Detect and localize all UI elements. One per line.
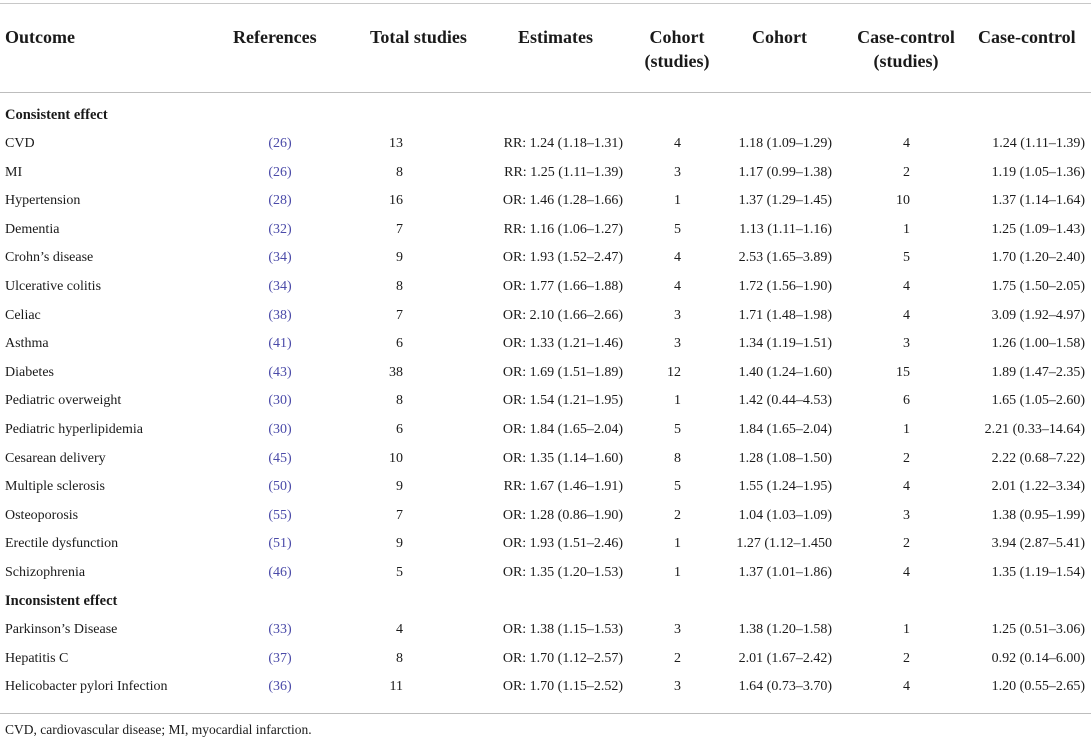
cell-case-control: 2.01 (1.22–3.34)	[991, 479, 1085, 495]
cell-case-control: 1.24 (1.11–1.39)	[992, 136, 1085, 151]
cell-reference	[250, 279, 310, 295]
cell-cohort: 1.27 (1.12–1.450	[736, 536, 832, 552]
cell-outcome: Erectile dysfunction	[5, 536, 119, 552]
reference-open-paren: (	[268, 307, 273, 323]
cell-cc-studies: 2	[903, 536, 910, 552]
cell-estimate: OR: 1.84 (1.65–2.04)	[502, 422, 623, 437]
reference-open-paren: (	[268, 164, 273, 180]
cell-estimate: OR: 1.35 (1.14–1.60)	[502, 450, 623, 466]
reference-open-paren: (	[268, 479, 273, 495]
cell-outcome: Cesarean delivery	[5, 450, 106, 466]
cell-reference	[250, 250, 310, 266]
cell-cohort-studies: 4	[674, 250, 681, 266]
header-case-control: Case-control	[978, 27, 1076, 47]
reference-close-paren: )	[287, 536, 292, 552]
cell-cohort: 1.04 (1.03–1.09)	[738, 507, 832, 523]
reference-open-paren: (	[268, 679, 273, 695]
cell-cohort-studies: 4	[674, 279, 681, 294]
reference-open-paren: (	[268, 422, 273, 437]
reference-link[interactable]: 43	[273, 364, 287, 380]
cell-outcome: CVD	[5, 136, 35, 151]
reference-link[interactable]: 32	[273, 221, 287, 237]
cell-reference	[250, 679, 310, 695]
table-row	[0, 365, 1091, 393]
cell-cohort-studies: 1	[674, 193, 681, 209]
cell-cc-studies: 1	[903, 422, 910, 437]
table-row	[0, 193, 1091, 221]
table-row	[0, 479, 1091, 507]
cell-total-studies: 6	[396, 422, 403, 437]
cell-cohort: 1.37 (1.29–1.45)	[738, 193, 832, 209]
reference-open-paren: (	[268, 279, 273, 294]
reference-open-paren: (	[268, 650, 273, 666]
table-footnote: CVD, cardiovascular disease; MI, myocardial infarction.	[5, 722, 312, 737]
cell-reference	[250, 508, 310, 524]
reference-link[interactable]: 34	[273, 250, 287, 266]
cell-total-studies: 10	[389, 450, 403, 466]
table-row	[0, 222, 1091, 250]
reference-close-paren: )	[287, 221, 292, 237]
cell-estimate: OR: 1.77 (1.66–1.88)	[502, 279, 623, 294]
section-title: Consistent effect	[5, 107, 108, 123]
table-row	[0, 422, 1091, 450]
cell-cc-studies: 4	[903, 565, 910, 580]
reference-link[interactable]: 26	[273, 164, 287, 180]
table-row	[0, 508, 1091, 536]
header-case-control-studies	[850, 25, 962, 73]
cell-cohort: 1.17 (0.99–1.38)	[738, 164, 832, 180]
cell-total-studies: 16	[389, 193, 403, 209]
cell-cohort: 1.40 (1.24–1.60)	[738, 364, 832, 380]
cell-case-control: 1.70 (1.20–2.40)	[991, 250, 1085, 266]
cell-cohort-studies: 3	[674, 622, 681, 638]
cell-total-studies: 9	[396, 250, 403, 266]
cell-total-studies: 9	[396, 479, 403, 495]
cell-case-control: 2.22 (0.68–7.22)	[991, 450, 1085, 466]
reference-open-paren: (	[268, 622, 273, 638]
reference-open-paren: (	[268, 336, 273, 352]
cell-reference	[250, 565, 310, 581]
reference-close-paren: )	[287, 193, 292, 209]
cell-outcome: MI	[5, 164, 23, 180]
reference-open-paren: (	[268, 507, 273, 523]
reference-close-paren: )	[287, 479, 292, 495]
cell-cohort-studies: 1	[674, 565, 681, 580]
cell-reference	[250, 308, 310, 324]
cell-cohort-studies: 1	[674, 536, 681, 552]
cell-case-control: 1.25 (1.09–1.43)	[991, 221, 1085, 237]
cell-case-control: 3.09 (1.92–4.97)	[991, 307, 1085, 323]
reference-link[interactable]: 33	[273, 622, 287, 638]
cell-estimate: RR: 1.25 (1.11–1.39)	[504, 164, 623, 180]
reference-link[interactable]: 55	[273, 507, 287, 523]
cell-cc-studies: 6	[903, 393, 910, 409]
cell-cc-studies: 4	[903, 479, 910, 495]
cell-reference	[250, 336, 310, 352]
reference-link[interactable]: 46	[273, 565, 287, 580]
cell-estimate: OR: 1.33 (1.21–1.46)	[502, 336, 623, 352]
reference-close-paren: )	[287, 422, 292, 437]
cell-cohort: 1.37 (1.01–1.86)	[738, 565, 832, 580]
table-row	[0, 279, 1091, 307]
cell-cohort-studies: 12	[667, 364, 681, 380]
cell-outcome: Crohn’s disease	[5, 250, 94, 266]
cell-reference	[250, 136, 310, 152]
cell-cc-studies: 4	[903, 279, 910, 294]
cell-reference	[250, 422, 310, 438]
reference-link[interactable]: 30	[273, 393, 287, 409]
cell-outcome: Hepatitis C	[5, 650, 69, 666]
cell-reference	[250, 651, 310, 667]
cell-estimate: OR: 1.93 (1.52–2.47)	[502, 250, 623, 266]
reference-close-paren: )	[287, 507, 292, 523]
table-row	[0, 622, 1091, 650]
table-row	[0, 308, 1091, 336]
reference-close-paren: )	[287, 393, 292, 409]
cell-cc-studies: 5	[903, 250, 910, 266]
cell-total-studies: 13	[389, 136, 403, 151]
cell-outcome: Osteoporosis	[5, 507, 79, 523]
table-row	[0, 250, 1091, 278]
reference-open-paren: (	[268, 536, 273, 552]
cell-cc-studies: 1	[903, 622, 910, 638]
cell-cohort: 1.71 (1.48–1.98)	[738, 307, 832, 323]
cell-estimate: OR: 1.93 (1.51–2.46)	[502, 536, 623, 552]
cell-case-control: 1.35 (1.19–1.54)	[991, 565, 1085, 580]
reference-close-paren: )	[287, 250, 292, 266]
cell-estimate: OR: 1.28 (0.86–1.90)	[502, 507, 623, 523]
cell-reference	[250, 193, 310, 209]
reference-link[interactable]: 34	[273, 279, 287, 294]
cell-total-studies: 6	[396, 336, 403, 352]
reference-open-paren: (	[268, 221, 273, 237]
header-outcome: Outcome	[5, 27, 75, 47]
cell-estimate: OR: 1.35 (1.20–1.53)	[502, 565, 623, 580]
cell-reference	[250, 222, 310, 238]
cell-outcome: Pediatric overweight	[5, 393, 122, 409]
cell-cohort-studies: 5	[674, 479, 681, 495]
table-header	[0, 0, 1091, 92]
cell-case-control: 2.21 (0.33–14.64)	[984, 422, 1085, 437]
cell-estimate: OR: 1.69 (1.51–1.89)	[502, 364, 623, 380]
reference-open-paren: (	[268, 193, 273, 209]
cell-cohort-studies: 4	[674, 136, 681, 151]
table-row	[0, 336, 1091, 364]
cell-case-control: 1.75 (1.50–2.05)	[991, 279, 1085, 294]
reference-close-paren: )	[287, 650, 292, 666]
cell-cohort: 1.84 (1.65–2.04)	[738, 422, 832, 437]
table-row	[0, 393, 1091, 421]
cell-case-control: 1.19 (1.05–1.36)	[991, 164, 1085, 180]
cell-estimate: OR: 1.70 (1.12–2.57)	[502, 650, 623, 666]
cell-cohort: 1.64 (0.73–3.70)	[738, 679, 832, 695]
cell-cohort-studies: 2	[674, 507, 681, 523]
cell-outcome: Helicobacter pylori Infection	[5, 679, 168, 695]
cell-total-studies: 8	[396, 650, 403, 666]
cell-cc-studies: 1	[903, 221, 910, 237]
cell-cohort: 1.13 (1.11–1.16)	[739, 221, 832, 237]
cell-total-studies: 9	[396, 536, 403, 552]
reference-close-paren: )	[287, 450, 292, 466]
cell-cc-studies: 3	[903, 336, 910, 352]
cell-reference	[250, 165, 310, 181]
cell-case-control: 1.25 (0.51–3.06)	[991, 622, 1085, 638]
cell-total-studies: 38	[389, 364, 403, 380]
reference-open-paren: (	[268, 565, 273, 580]
cell-estimate: OR: 1.46 (1.28–1.66)	[502, 193, 623, 209]
reference-link[interactable]: 26	[273, 136, 287, 151]
cell-total-studies: 7	[396, 507, 403, 523]
cell-estimate: RR: 1.67 (1.46–1.91)	[503, 479, 623, 495]
cell-cohort: 1.55 (1.24–1.95)	[738, 479, 832, 495]
cell-cohort-studies: 8	[674, 450, 681, 466]
cell-outcome: Ulcerative colitis	[5, 279, 102, 294]
cell-case-control: 1.26 (1.00–1.58)	[991, 336, 1085, 352]
cell-cohort: 2.01 (1.67–2.42)	[738, 650, 832, 666]
cell-cc-studies: 4	[903, 136, 910, 151]
reference-close-paren: )	[287, 279, 292, 294]
reference-link[interactable]: 50	[273, 479, 287, 495]
cell-estimate: OR: 2.10 (1.66–2.66)	[502, 307, 623, 323]
header-cohort-studies	[640, 25, 714, 73]
reference-link[interactable]: 30	[273, 422, 287, 437]
cell-case-control: 1.89 (1.47–2.35)	[991, 364, 1085, 380]
cell-cohort: 1.42 (0.44–4.53)	[738, 393, 832, 409]
header-cohort-studies-line2: (studies)	[644, 51, 710, 71]
reference-close-paren: )	[287, 307, 292, 323]
cell-cohort: 1.18 (1.09–1.29)	[738, 136, 832, 151]
table-row	[0, 136, 1091, 164]
reference-close-paren: )	[287, 364, 292, 380]
cell-outcome: Dementia	[5, 221, 60, 237]
cell-cc-studies: 10	[896, 193, 910, 209]
reference-close-paren: )	[287, 136, 292, 151]
table-row	[0, 165, 1091, 193]
cell-total-studies: 7	[396, 221, 403, 237]
reference-link[interactable]: 41	[273, 336, 287, 352]
cell-cc-studies: 3	[903, 507, 910, 523]
cell-outcome: Parkinson’s Disease	[5, 622, 118, 638]
cell-reference	[250, 622, 310, 638]
cell-estimate: RR: 1.16 (1.06–1.27)	[503, 221, 623, 237]
cell-cohort: 1.38 (1.20–1.58)	[738, 622, 832, 638]
reference-link[interactable]: 37	[273, 650, 287, 666]
bottom-rule	[0, 713, 1091, 714]
cell-cc-studies: 2	[903, 450, 910, 466]
table-row	[0, 565, 1091, 593]
reference-open-paren: (	[268, 450, 273, 466]
cell-cohort-studies: 3	[674, 164, 681, 180]
reference-link[interactable]: 45	[273, 450, 287, 466]
cell-cohort: 1.28 (1.08–1.50)	[738, 450, 832, 466]
cell-outcome: Multiple sclerosis	[5, 479, 105, 495]
header-estimates: Estimates	[518, 27, 593, 47]
cell-total-studies: 4	[396, 622, 403, 638]
cell-estimate: OR: 1.38 (1.15–1.53)	[502, 622, 623, 638]
cell-case-control: 3.94 (2.87–5.41)	[991, 536, 1085, 552]
reference-close-paren: )	[287, 622, 292, 638]
cell-cohort-studies: 2	[674, 650, 681, 666]
cell-outcome: Asthma	[5, 336, 49, 352]
cell-total-studies: 5	[396, 565, 403, 580]
cell-case-control: 1.20 (0.55–2.65)	[991, 679, 1085, 695]
cell-cohort-studies: 5	[674, 221, 681, 237]
header-cc-studies-line2: (studies)	[873, 51, 939, 71]
cell-reference	[250, 393, 310, 409]
cell-reference	[250, 479, 310, 495]
cell-cc-studies: 15	[896, 364, 910, 380]
cell-reference	[250, 536, 310, 552]
cell-cc-studies: 4	[903, 307, 910, 323]
cell-reference	[250, 365, 310, 381]
cell-estimate: RR: 1.24 (1.18–1.31)	[503, 136, 623, 151]
header-cohort-studies-line1: Cohort	[649, 27, 705, 47]
cell-estimate: OR: 1.70 (1.15–2.52)	[502, 679, 623, 695]
cell-total-studies: 8	[396, 279, 403, 294]
reference-open-paren: (	[268, 364, 273, 380]
cell-cc-studies: 2	[903, 164, 910, 180]
cell-cohort: 1.72 (1.56–1.90)	[738, 279, 832, 294]
cell-outcome: Hypertension	[5, 193, 81, 209]
cell-outcome: Celiac	[5, 307, 41, 323]
table-row	[0, 536, 1091, 564]
reference-close-paren: )	[287, 164, 292, 180]
cell-case-control: 1.38 (0.95–1.99)	[991, 507, 1085, 523]
reference-open-paren: (	[268, 393, 273, 409]
reference-link[interactable]: 28	[273, 193, 287, 209]
cell-case-control: 0.92 (0.14–6.00)	[991, 650, 1085, 666]
reference-close-paren: )	[287, 565, 292, 580]
table-row	[0, 679, 1091, 707]
cell-total-studies: 8	[396, 164, 403, 180]
header-total-studies: Total studies	[370, 27, 467, 47]
header-cohort: Cohort	[752, 27, 807, 47]
header-rule	[0, 92, 1091, 93]
cell-estimate: OR: 1.54 (1.21–1.95)	[502, 393, 623, 409]
header-cc-studies-line1: Case-control	[857, 27, 955, 47]
cell-total-studies: 8	[396, 393, 403, 409]
cell-cohort: 1.34 (1.19–1.51)	[738, 336, 832, 352]
cell-cc-studies: 4	[903, 679, 910, 695]
reference-link[interactable]: 38	[273, 307, 287, 323]
cell-cohort-studies: 5	[674, 422, 681, 437]
cell-outcome: Diabetes	[5, 364, 54, 380]
cell-total-studies: 11	[389, 679, 403, 695]
reference-open-paren: (	[268, 136, 273, 151]
cell-case-control: 1.65 (1.05–2.60)	[991, 393, 1085, 409]
cell-reference	[250, 451, 310, 467]
cell-outcome: Pediatric hyperlipidemia	[5, 422, 144, 437]
cell-total-studies: 7	[396, 307, 403, 323]
cell-cohort-studies: 3	[674, 307, 681, 323]
cell-cohort-studies: 1	[674, 393, 681, 409]
reference-link[interactable]: 36	[273, 679, 287, 695]
cell-cohort-studies: 3	[674, 679, 681, 695]
cell-cohort: 2.53 (1.65–3.89)	[738, 250, 832, 266]
cell-cc-studies: 2	[903, 650, 910, 666]
table-row	[0, 451, 1091, 479]
cell-outcome: Schizophrenia	[5, 565, 86, 580]
section-title: Inconsistent effect	[5, 593, 118, 610]
cell-cohort-studies: 3	[674, 336, 681, 352]
reference-close-paren: )	[287, 336, 292, 352]
header-references: References	[233, 27, 317, 47]
cell-case-control: 1.37 (1.14–1.64)	[991, 193, 1085, 209]
reference-link[interactable]: 51	[273, 536, 287, 552]
reference-open-paren: (	[268, 250, 273, 266]
table-row	[0, 651, 1091, 679]
reference-close-paren: )	[287, 679, 292, 695]
